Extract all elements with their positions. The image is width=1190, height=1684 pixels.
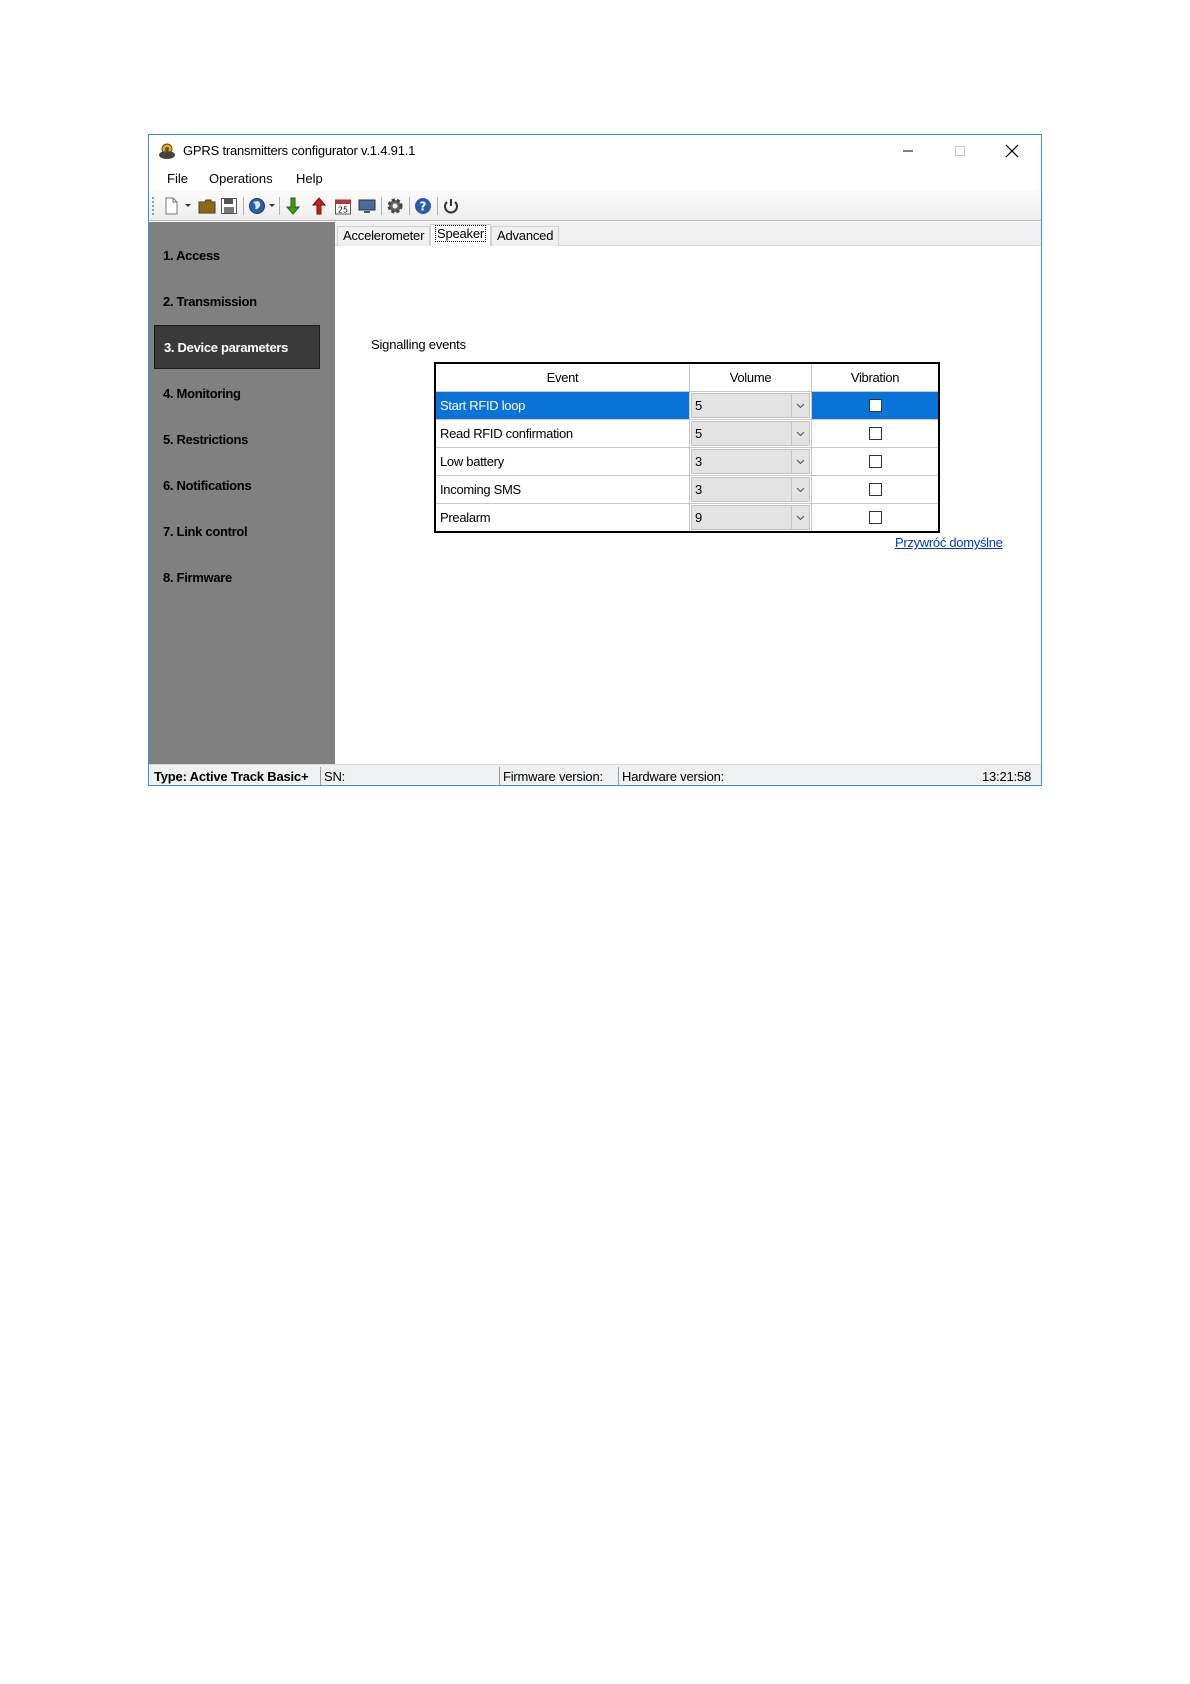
toolbar-separator <box>409 197 410 215</box>
chevron-down-icon <box>796 459 805 465</box>
volume-value: 5 <box>695 426 702 441</box>
chevron-down-icon <box>796 403 805 409</box>
event-cell[interactable]: Low battery <box>436 448 690 475</box>
connection-dropdown-caret[interactable] <box>269 204 275 207</box>
sidebar-nav <box>149 222 335 764</box>
volume-select[interactable] <box>691 393 810 418</box>
status-separator <box>320 767 321 785</box>
vibration-cell <box>812 504 938 531</box>
sidebar-item-label: 1. Access <box>163 247 220 263</box>
connection-button[interactable] <box>247 196 267 216</box>
volume-dropdown-button[interactable] <box>791 450 809 473</box>
calendar-icon <box>334 197 352 215</box>
volume-value: 9 <box>695 510 702 525</box>
toolbar-separator <box>381 197 382 215</box>
table-header <box>436 364 938 391</box>
vibration-checkbox[interactable] <box>869 427 882 440</box>
sidebar-item-transmission[interactable] <box>154 279 320 323</box>
calendar-day: 25 <box>337 205 349 215</box>
vibration-checkbox[interactable] <box>869 455 882 468</box>
sidebar-item-label: 5. Restrictions <box>163 431 249 447</box>
column-header-vibration[interactable]: Vibration <box>850 370 900 385</box>
sidebar-item-access[interactable] <box>154 233 320 277</box>
sidebar-item-label: 4. Monitoring <box>163 385 241 401</box>
monitor-icon <box>358 198 376 214</box>
title-bar[interactable] <box>149 135 1041 167</box>
vibration-checkbox[interactable] <box>869 511 882 524</box>
volume-value: 3 <box>695 454 702 469</box>
menu-operations[interactable]: Operations <box>209 171 273 186</box>
toolbar <box>149 191 1041 221</box>
toolbar-grip[interactable] <box>152 197 156 215</box>
tab-label: Accelerometer <box>343 228 425 243</box>
signalling-events-table <box>434 362 940 533</box>
volume-select[interactable] <box>691 505 810 530</box>
volume-select[interactable] <box>691 421 810 446</box>
menu-file[interactable]: File <box>167 171 188 186</box>
monitor-button[interactable] <box>357 196 377 216</box>
new-file-icon <box>163 197 179 215</box>
volume-value: 3 <box>695 482 702 497</box>
sidebar-item-notifications[interactable] <box>154 463 320 507</box>
help-icon <box>414 197 432 215</box>
event-cell[interactable]: Read RFID confirmation <box>436 420 690 447</box>
volume-dropdown-button[interactable] <box>791 422 809 445</box>
vibration-checkbox[interactable] <box>869 483 882 496</box>
tab-strip <box>335 222 1041 246</box>
event-cell[interactable]: Incoming SMS <box>436 476 690 503</box>
chevron-down-icon <box>796 515 805 521</box>
toolbar-separator <box>279 197 280 215</box>
sidebar-item-label: 6. Notifications <box>163 477 252 493</box>
maximize-button[interactable] <box>937 135 983 167</box>
toolbar-separator <box>243 197 244 215</box>
device-type-status: Type: Active Track Basic+ <box>154 769 309 784</box>
new-dropdown-caret[interactable] <box>185 204 191 207</box>
new-button[interactable] <box>161 196 181 216</box>
maximize-icon <box>954 145 966 157</box>
sidebar-item-label: 3. Device parameters <box>164 339 289 355</box>
firmware-version-status: Firmware version: <box>503 769 603 784</box>
restore-defaults-link[interactable]: Przywróć domyślne <box>895 535 1003 550</box>
exit-button[interactable] <box>441 196 461 216</box>
status-separator <box>618 767 619 785</box>
volume-cell <box>690 476 812 503</box>
open-folder-icon <box>198 198 216 214</box>
vibration-cell <box>812 420 938 447</box>
table-row[interactable] <box>436 391 938 419</box>
volume-dropdown-button[interactable] <box>791 478 809 501</box>
app-logo-icon <box>158 142 176 160</box>
svg-text:?: ? <box>419 199 427 214</box>
main-content <box>335 222 1041 764</box>
hardware-version-status: Hardware version: <box>622 769 725 784</box>
tab-label: Speaker <box>437 226 485 241</box>
volume-value: 5 <box>695 398 702 413</box>
open-button[interactable] <box>197 196 217 216</box>
column-header-volume[interactable]: Volume <box>690 364 812 391</box>
write-to-device-button[interactable] <box>309 196 329 216</box>
settings-button[interactable] <box>385 196 405 216</box>
volume-cell <box>690 392 812 419</box>
vibration-cell <box>812 476 938 503</box>
section-title: Signalling events <box>371 337 466 352</box>
table-row[interactable] <box>436 475 938 503</box>
sidebar-item-label: 2. Transmission <box>163 293 257 309</box>
volume-cell <box>690 504 812 531</box>
vibration-cell <box>812 392 938 419</box>
sidebar-item-restrictions[interactable] <box>154 417 320 461</box>
serial-number-status: SN: <box>324 769 346 784</box>
tab-speaker[interactable] <box>430 224 491 246</box>
event-cell[interactable]: Start RFID loop <box>436 392 690 419</box>
close-button[interactable] <box>989 135 1035 167</box>
chevron-down-icon <box>796 487 805 493</box>
sidebar-item-device-parameters[interactable] <box>154 325 320 369</box>
toolbar-separator <box>437 197 438 215</box>
volume-dropdown-button[interactable] <box>791 506 809 529</box>
help-button[interactable] <box>413 196 433 216</box>
tab-advanced[interactable] <box>491 226 559 246</box>
vibration-checkbox[interactable] <box>869 399 882 412</box>
menu-help[interactable]: Help <box>296 171 323 186</box>
status-separator <box>499 767 500 785</box>
vibration-cell <box>812 448 938 475</box>
download-arrow-icon <box>286 197 300 215</box>
gear-icon <box>386 197 404 215</box>
sidebar-item-label: 7. Link control <box>163 523 248 539</box>
save-icon <box>220 197 238 215</box>
tab-label: Advanced <box>497 228 554 243</box>
sidebar-item-label: 8. Firmware <box>163 569 232 585</box>
volume-select[interactable] <box>691 449 810 474</box>
menu-bar <box>149 167 1041 191</box>
globe-icon <box>248 197 266 215</box>
save-button[interactable] <box>219 196 239 216</box>
sidebar-item-monitoring[interactable] <box>154 371 320 415</box>
sidebar-item-link-control[interactable] <box>154 509 320 553</box>
minimize-icon <box>902 145 914 157</box>
calendar-button[interactable] <box>333 196 353 216</box>
table-row[interactable] <box>436 447 938 475</box>
table-row[interactable] <box>436 503 938 531</box>
close-icon <box>1005 144 1019 158</box>
read-from-device-button[interactable] <box>283 196 303 216</box>
volume-cell <box>690 448 812 475</box>
status-bar <box>149 764 1041 786</box>
chevron-down-icon <box>796 431 805 437</box>
app-window <box>148 134 1042 786</box>
power-icon <box>442 197 460 215</box>
volume-dropdown-button[interactable] <box>791 394 809 417</box>
column-header-event[interactable]: Event <box>436 364 690 391</box>
volume-select[interactable] <box>691 477 810 502</box>
table-row[interactable] <box>436 419 938 447</box>
event-cell[interactable]: Prealarm <box>436 504 690 531</box>
tab-accelerometer[interactable] <box>337 226 430 246</box>
sidebar-item-firmware[interactable] <box>154 555 320 599</box>
volume-cell <box>690 420 812 447</box>
upload-arrow-icon <box>312 197 326 215</box>
minimize-button[interactable] <box>885 135 931 167</box>
clock-status: 13:21:58 <box>981 769 1031 784</box>
window-title: GPRS transmitters configurator v.1.4.91.1 <box>183 143 416 158</box>
